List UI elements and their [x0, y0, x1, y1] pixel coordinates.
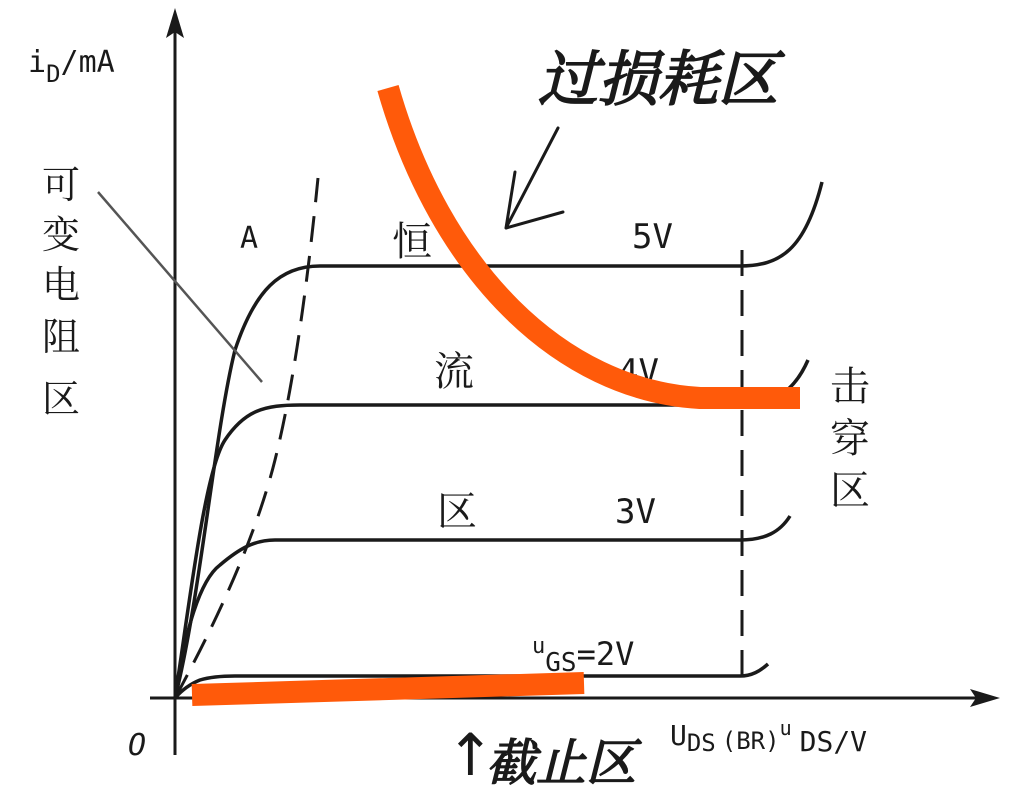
svg-text:阻: 阻 [42, 315, 81, 359]
curve-label-3v: 3V [615, 492, 656, 532]
curve-label-2v: $^u$GS=2V [532, 634, 635, 678]
breakdown-region-label [830, 364, 870, 514]
x-axis-label: UDS (BR)$^u$ DS/V [670, 716, 868, 758]
variable-resistance-region-label [42, 163, 80, 421]
constant-current-label-1: 恒 [392, 219, 432, 265]
point-a-label: A [240, 221, 259, 256]
svg-text:区: 区 [42, 377, 81, 421]
origin-label: O [128, 728, 147, 763]
y-axis-label: $i_D/mA$ [28, 45, 115, 88]
over-loss-pointer-arrow [506, 128, 563, 228]
curve-4v [175, 360, 808, 698]
constant-current-label-3: 区 [437, 489, 477, 535]
curve-label-4v: 4V [618, 352, 659, 392]
over-loss-annotation: 过损耗区 [538, 45, 778, 115]
curve-label-5v: 5V [632, 217, 673, 257]
svg-text:可: 可 [42, 163, 81, 207]
pinch-off-boundary-line [175, 178, 318, 698]
cutoff-annotation: 截止区 [486, 734, 636, 792]
curve-3v [175, 516, 790, 698]
svg-text:击: 击 [830, 364, 870, 410]
svg-text:变: 变 [42, 213, 81, 257]
constant-current-label-2: 流 [434, 349, 474, 395]
cutoff-region-highlight [192, 683, 584, 695]
svg-text:电: 电 [42, 263, 81, 307]
svg-text:区: 区 [830, 468, 870, 514]
variable-resistance-pointer [98, 192, 262, 382]
cutoff-arrow-icon: ↑ [446, 721, 495, 789]
curve-5v [175, 182, 822, 698]
svg-text:穿: 穿 [830, 416, 870, 462]
